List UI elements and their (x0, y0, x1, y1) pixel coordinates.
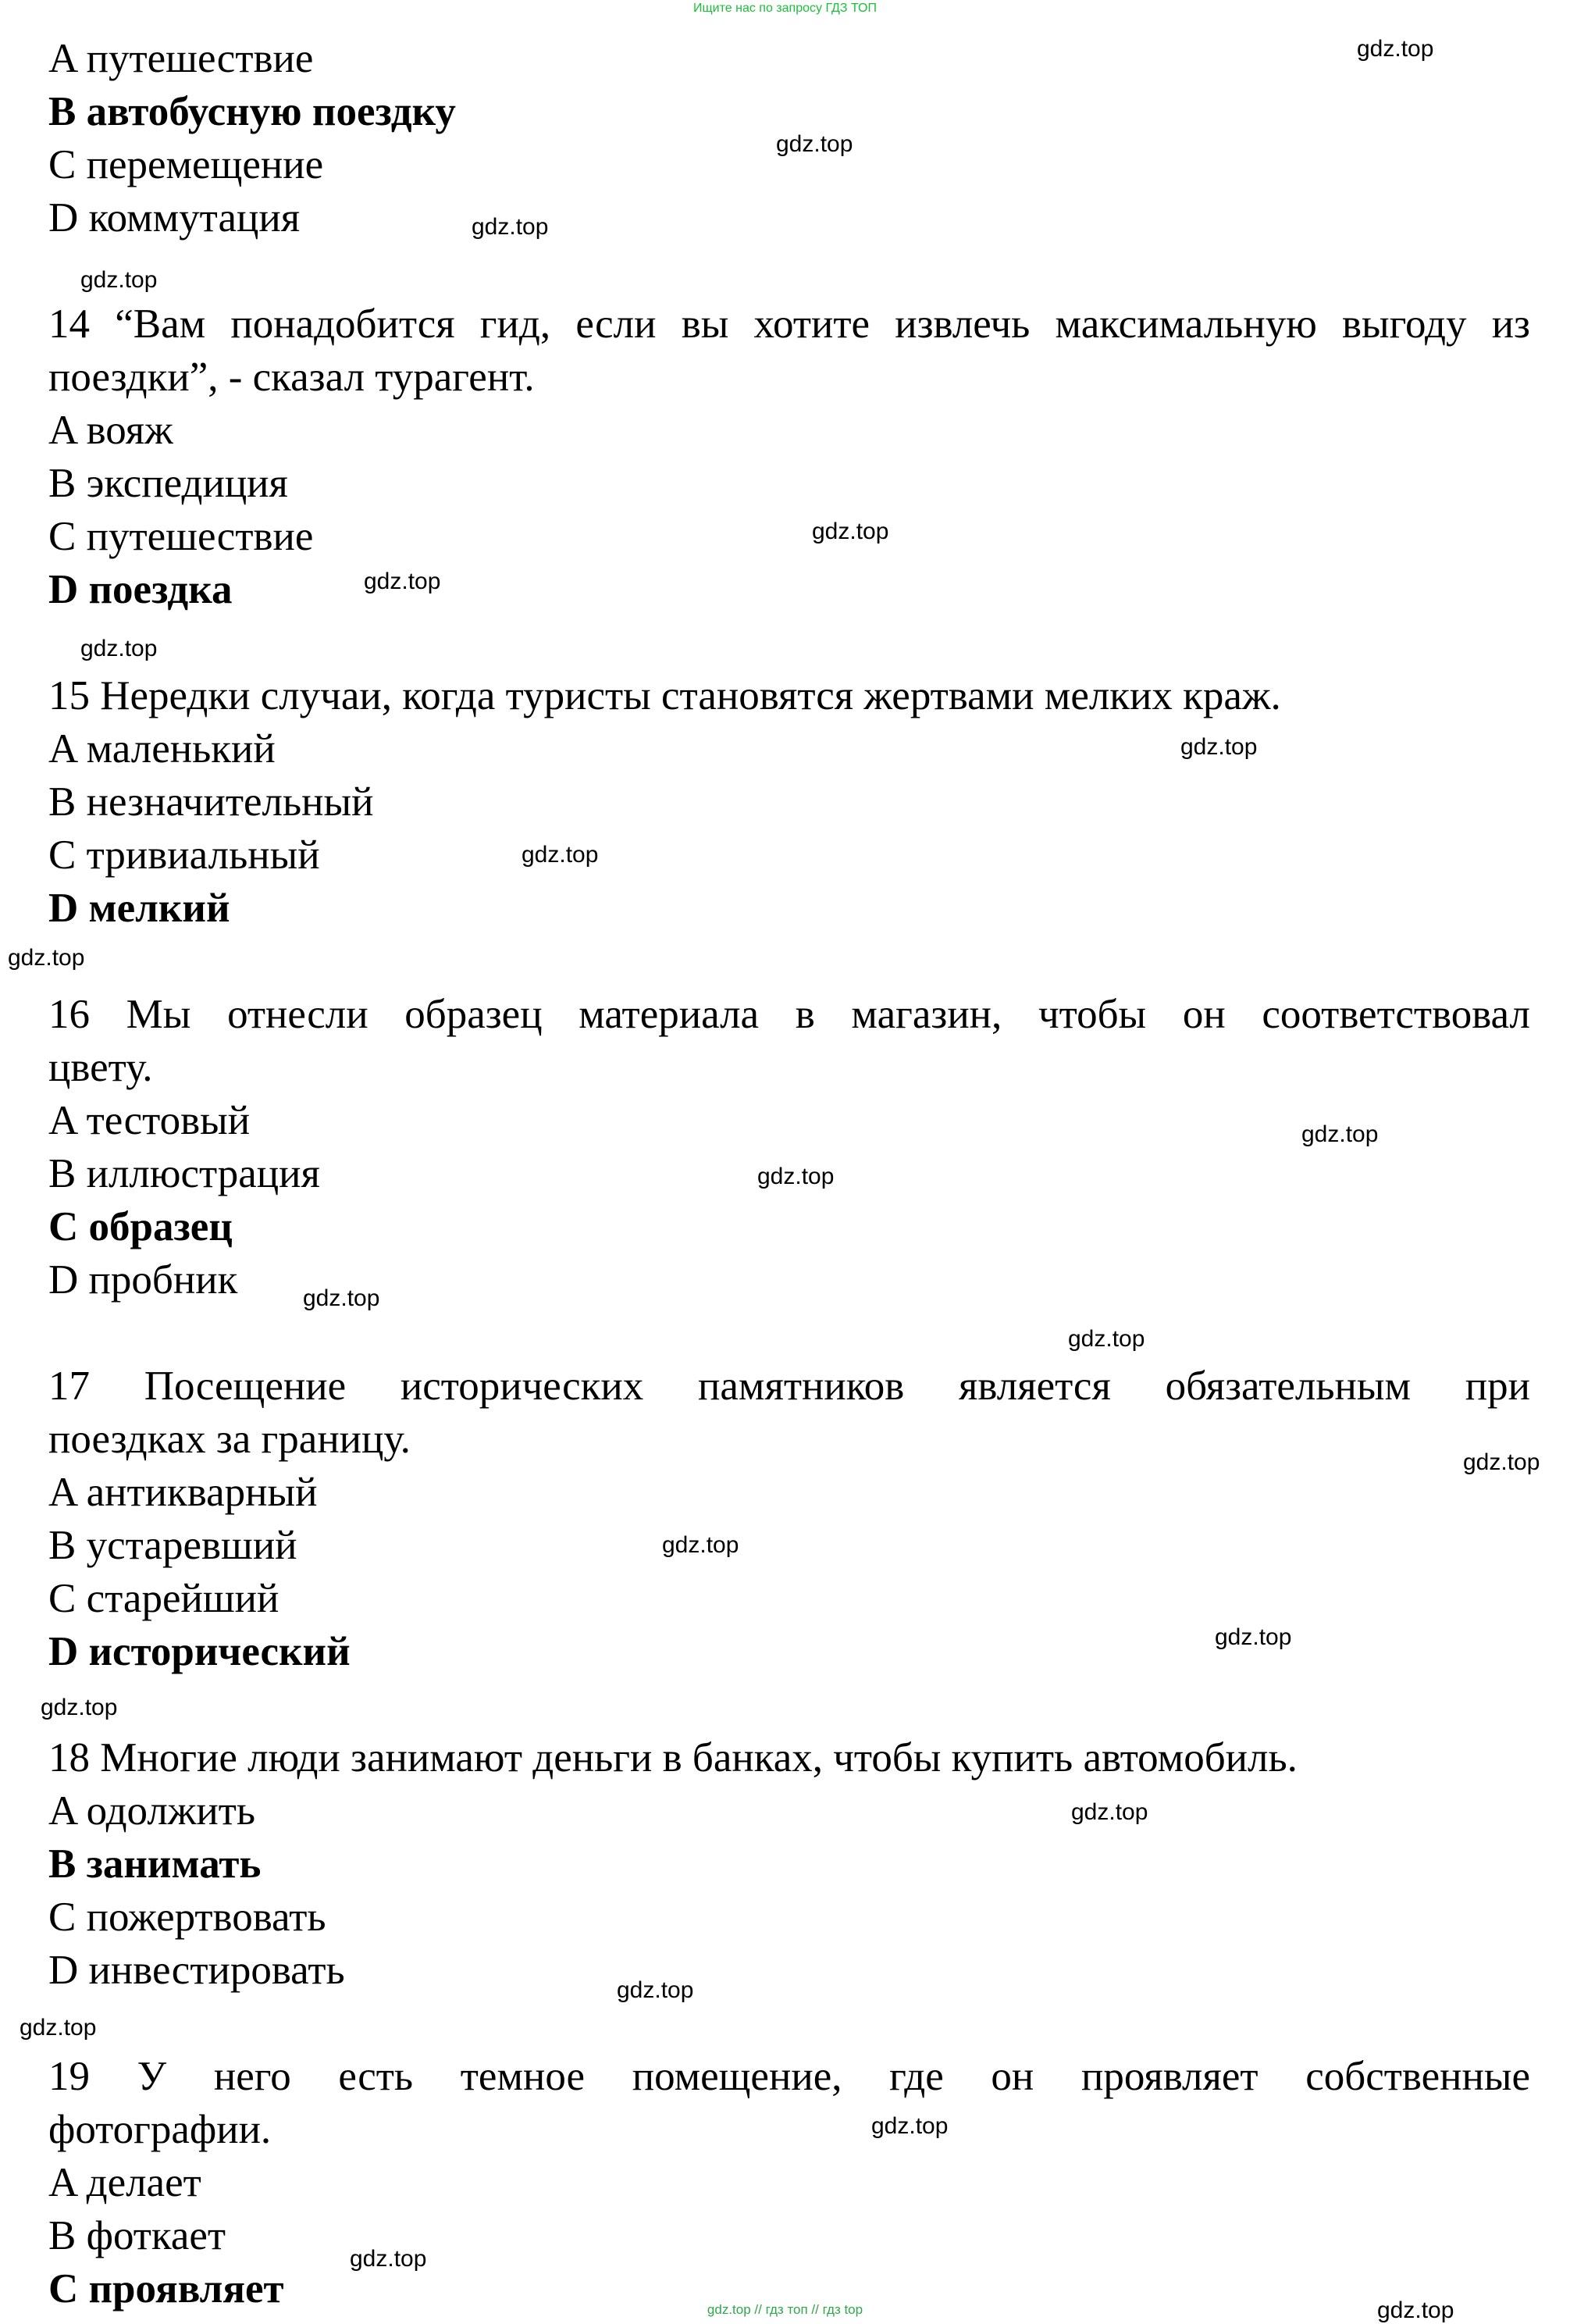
bottom-banner[interactable]: gdz.top // гдз топ // гдз top (707, 2302, 863, 2317)
q18-option-a: A одолжить (48, 1788, 256, 1834)
q17-option-c: C старейший (48, 1576, 279, 1621)
q17-text-line1: 17 Посещение исторических памятников является обязательным при (48, 1363, 1530, 1409)
watermark: gdz.top (1301, 1121, 1379, 1147)
top-banner[interactable]: Ищите нас по запросу ГДЗ ТОП (693, 2, 877, 15)
watermark: gdz.top (20, 2015, 97, 2041)
watermark: gdz.top (871, 2113, 949, 2139)
q13-option-d: D коммутация (48, 195, 301, 241)
q17-option-d-answer: D исторический (48, 1629, 351, 1674)
q19-text-line2: фотографии. (48, 2107, 272, 2152)
watermark: gdz.top (662, 1532, 739, 1558)
watermark: gdz.top (80, 267, 158, 293)
q15-option-d-answer: D мелкий (48, 886, 230, 931)
watermark: gdz.top (8, 945, 85, 971)
watermark: gdz.top (1357, 36, 1434, 62)
q14-option-c: C путешествие (48, 514, 314, 559)
q15-option-b: B незначительный (48, 779, 374, 825)
q16-option-d: D пробник (48, 1257, 238, 1303)
q15-option-a: A маленький (48, 726, 276, 772)
watermark: gdz.top (776, 131, 853, 157)
q18-option-d: D инвестировать (48, 1948, 345, 1993)
q15-text: 15 Нередки случаи, когда туристы становятся жертвами мелких краж. (48, 673, 1281, 718)
q19-text-line1: 19 У него есть темное помещение, где он проявляет собственные (48, 2054, 1530, 2099)
watermark: gdz.top (1377, 2297, 1454, 2323)
q16-option-b: B иллюстрация (48, 1151, 320, 1196)
q14-option-d-answer: D поездка (48, 567, 233, 612)
watermark: gdz.top (1068, 1326, 1145, 1352)
watermark: gdz.top (1215, 1624, 1292, 1650)
watermark: gdz.top (364, 569, 441, 594)
q16-option-a: A тестовый (48, 1098, 251, 1143)
q16-text-line2: цвету. (48, 1045, 153, 1090)
q13-option-a: A путешествие (48, 36, 314, 81)
watermark: gdz.top (812, 519, 889, 544)
q14-text-line2: поездки”, - сказал турагент. (48, 355, 535, 400)
watermark: gdz.top (1180, 734, 1258, 760)
q14-option-b: B экспедиция (48, 461, 288, 506)
watermark: gdz.top (472, 214, 549, 240)
q13-option-c: C перемещение (48, 142, 324, 187)
q14-option-a: A вояж (48, 408, 173, 453)
watermark: gdz.top (757, 1164, 835, 1189)
q17-option-a: A антикварный (48, 1470, 318, 1515)
q17-option-b: B устаревший (48, 1523, 297, 1568)
q19-option-a: A делает (48, 2160, 201, 2205)
q14-text-line1: 14 “Вам понадобится гид, если вы хотите извлечь максимальную выгоду из (48, 301, 1530, 347)
watermark: gdz.top (1463, 1449, 1540, 1475)
q13-option-b-answer: B автобусную поездку (48, 89, 456, 134)
q18-option-c: C пожертвовать (48, 1894, 326, 1940)
watermark: gdz.top (303, 1285, 380, 1311)
watermark: gdz.top (41, 1695, 118, 1720)
q16-text-line1: 16 Мы отнесли образец материала в магазин, чтобы он соответствовал (48, 992, 1530, 1037)
q16-option-c-answer: C образец (48, 1204, 233, 1249)
q17-text-line2: поездках за границу. (48, 1417, 411, 1462)
watermark: gdz.top (350, 2246, 427, 2272)
watermark: gdz.top (617, 1977, 694, 2003)
q19-option-b: B фоткает (48, 2213, 226, 2258)
watermark: gdz.top (522, 842, 599, 868)
q18-option-b-answer: B занимать (48, 1841, 262, 1887)
watermark: gdz.top (80, 636, 158, 661)
watermark: gdz.top (1071, 1799, 1148, 1825)
q15-option-c: C тривиальный (48, 832, 320, 878)
q18-text: 18 Многие люди занимают деньги в банках, чтобы купить автомобиль. (48, 1735, 1298, 1780)
q19-option-c-answer: C проявляет (48, 2266, 284, 2312)
